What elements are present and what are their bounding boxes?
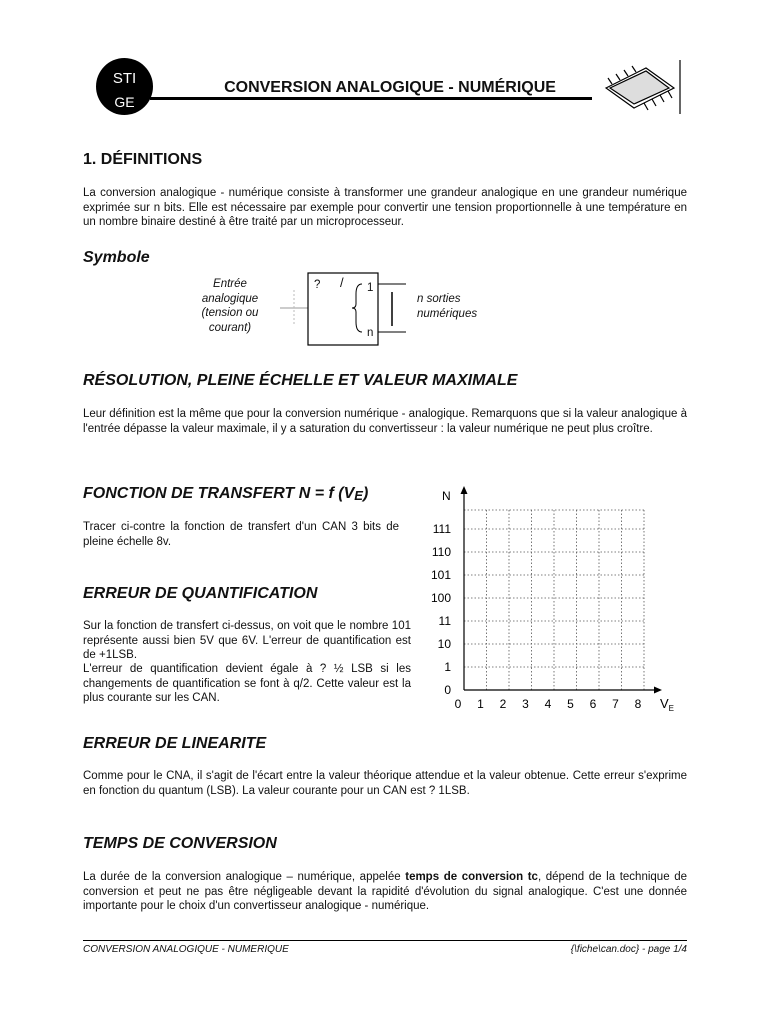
input-label-line: (tension ou bbox=[201, 307, 259, 319]
transfert-heading-text: FONCTION DE TRANSFERT N = f (V bbox=[83, 485, 355, 502]
chart-x-tick-label: 1 bbox=[477, 697, 484, 711]
temps-text-bold: temps de conversion tc bbox=[405, 871, 538, 883]
transfer-function-chart bbox=[420, 482, 700, 718]
chart-y-tick-label: 110 bbox=[431, 545, 451, 559]
chart-x-tick-label: 3 bbox=[522, 697, 529, 711]
chart-y-tick-label: 11 bbox=[438, 614, 451, 628]
section-definitions-heading: 1. DÉFINITIONS bbox=[83, 151, 203, 168]
input-label bbox=[190, 277, 270, 335]
chart-x-tick-label: 8 bbox=[634, 697, 642, 711]
output-brace bbox=[352, 284, 362, 332]
temps-text-post: , dépend de la technique de conversion et peut ne pas être négligeable devant la rapidité d'évolution du signal analogique. C'est une donnée importante pour le choix d'un convertisseur analogique - numérique. bbox=[83, 871, 688, 912]
box-slash: / bbox=[340, 275, 344, 290]
chart-axes bbox=[461, 486, 663, 694]
chart-y-tick-labels bbox=[431, 522, 451, 697]
chart-y-axis-label: N bbox=[442, 489, 451, 503]
box-question-mark: ? bbox=[314, 279, 321, 291]
chart-x-axis-label-text: V bbox=[660, 696, 669, 711]
badge-line-1: STI bbox=[112, 70, 137, 87]
chart-x-tick-label: 5 bbox=[567, 697, 574, 711]
input-label-line: analogique bbox=[201, 292, 259, 305]
output-first-label: 1 bbox=[367, 282, 374, 294]
page-title: CONVERSION ANALOGIQUE - NUMÉRIQUE bbox=[224, 79, 556, 96]
linearite-paragraph: Comme pour le CNA, il s'agit de l'écart entre la valeur théorique attendue et la valeur obtenue. Cette erreur s'exprime en fonction du quantum (LSB). La valeur courante pour un CAN est ? 1LSB. bbox=[83, 770, 687, 797]
quantification-paragraph-2: L'erreur de quantification devient égale à ? ½ LSB si les changements de quantification se font à q/2. Cette valeur est la plus courante sur les CAN. bbox=[83, 663, 411, 704]
chart-x-tick-label: 6 bbox=[589, 697, 597, 711]
chip-logo-icon bbox=[596, 58, 684, 118]
transfert-heading-end: ) bbox=[362, 485, 369, 502]
transfert-heading bbox=[83, 485, 368, 503]
input-label-line: courant) bbox=[208, 321, 252, 334]
chart-y-axis-arrow bbox=[461, 486, 468, 494]
resolution-heading: RÉSOLUTION, PLEINE ÉCHELLE ET VALEUR MAXIMALE bbox=[83, 372, 518, 389]
chart-y-tick-label: 1 bbox=[444, 660, 451, 674]
output-label-line: n sorties bbox=[417, 293, 461, 305]
chart-x-tick-label: 0 bbox=[454, 697, 462, 711]
footer-right: {\fiche\can.doc} - page 1/4 bbox=[570, 944, 687, 955]
header-rule bbox=[150, 97, 592, 100]
can-symbol-diagram bbox=[276, 270, 416, 350]
chart-y-tick-label: 101 bbox=[430, 568, 451, 582]
chart-x-axis-label-subscript: E bbox=[668, 704, 675, 713]
chart-y-tick-label: 0 bbox=[444, 683, 451, 697]
chart-grid bbox=[464, 510, 644, 690]
output-label bbox=[417, 292, 477, 321]
chart-x-tick-label: 7 bbox=[612, 697, 619, 711]
chart-x-axis-label bbox=[660, 696, 674, 713]
input-label-line: Entrée bbox=[213, 278, 247, 290]
output-label-line: numériques bbox=[417, 307, 478, 320]
chart-x-tick-labels bbox=[455, 697, 642, 711]
chart-y-tick-label: 10 bbox=[437, 637, 451, 651]
badge-line-2: GE bbox=[114, 94, 135, 110]
symbole-heading: Symbole bbox=[83, 249, 150, 266]
transfert-paragraph: Tracer ci-contre la fonction de transfert d'un CAN 3 bits de pleine échelle 8v. bbox=[83, 521, 399, 548]
definitions-paragraph: La conversion analogique - numérique consiste à transformer une grandeur analogique en une grandeur numérique exprimée sur n bits. Elle est nécessaire par exemple pour convertir une tension proportionnelle à une température en un nombre binaire destiné à être traité par un microprocesseur. bbox=[83, 187, 687, 228]
chart-y-tick-label: 111 bbox=[432, 522, 451, 536]
resolution-paragraph: Leur définition est la même que pour la conversion numérique - analogique. Remarquons que si la valeur analogique à l'entrée dépasse la valeur maximale, il y a saturation du convertisseur : la valeur numérique ne peut plus croître. bbox=[83, 408, 687, 435]
sti-ge-badge bbox=[96, 58, 153, 115]
chart-y-tick-label: 100 bbox=[430, 591, 451, 605]
output-last-label: n bbox=[367, 327, 374, 339]
temps-paragraph bbox=[83, 870, 687, 914]
footer-rule bbox=[83, 940, 687, 941]
quantification-paragraph-1: Sur la fonction de transfert ci-dessus, on voit que le nombre 101 représente aussi bien 5V que 6V. L'erreur de quantification est de +1LSB. bbox=[83, 620, 411, 661]
chart-x-tick-label: 4 bbox=[544, 697, 552, 711]
footer-left: CONVERSION ANALOGIQUE - NUMERIQUE bbox=[83, 944, 289, 955]
linearite-heading: ERREUR DE LINEARITE bbox=[83, 735, 267, 752]
chart-x-tick-label: 2 bbox=[499, 697, 507, 711]
temps-text-pre: La durée de la conversion analogique – numérique, appelée bbox=[83, 871, 406, 883]
quantification-heading: ERREUR DE QUANTIFICATION bbox=[83, 585, 318, 602]
temps-heading: TEMPS DE CONVERSION bbox=[83, 835, 277, 852]
transfert-heading-subscript: E bbox=[354, 488, 363, 503]
chart-x-axis-arrow bbox=[654, 687, 662, 694]
